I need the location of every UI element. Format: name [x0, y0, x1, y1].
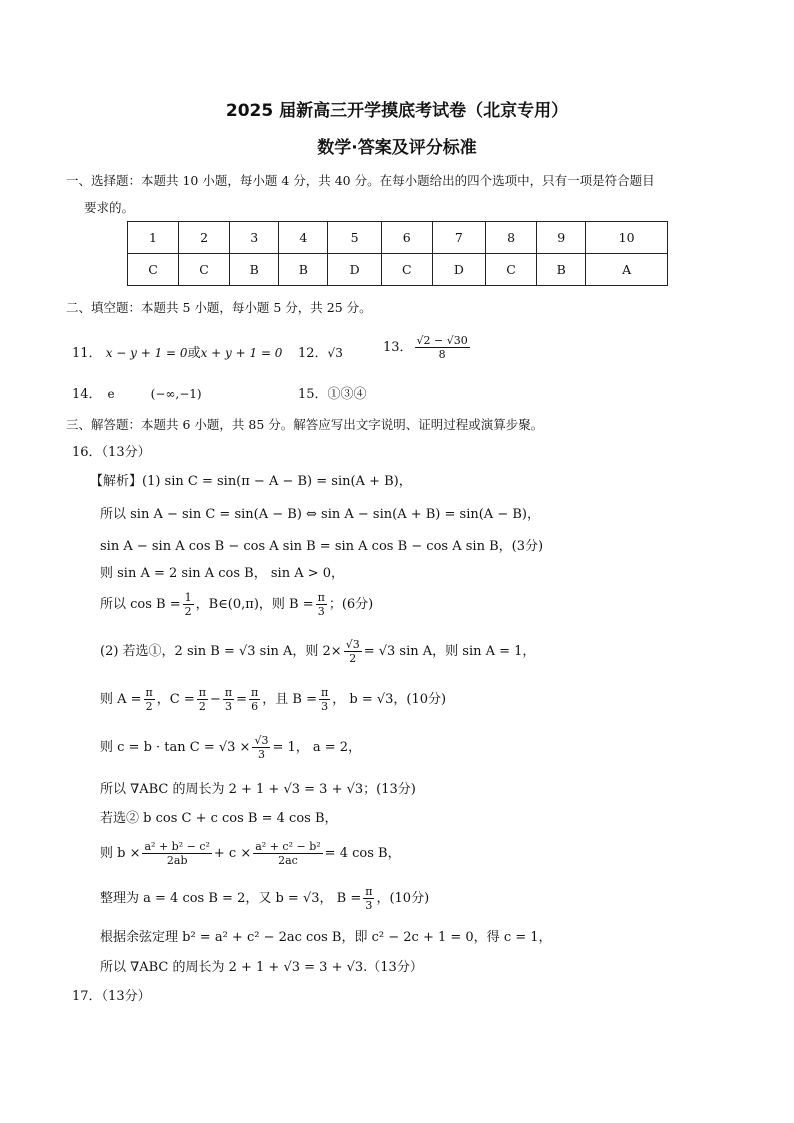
q16-l7-eq: = [236, 692, 248, 707]
q14-value-a: e [107, 387, 115, 401]
table-cell: 2 [179, 222, 230, 254]
table-cell: D [328, 254, 381, 286]
q16-l8-text: 则 c = b · tan C = √3 × [100, 740, 251, 755]
table-cell: B [537, 254, 586, 286]
frac-denominator: 2 [198, 700, 206, 713]
table-row [128, 254, 668, 286]
q15-answer [298, 383, 367, 402]
answer-table [127, 221, 668, 286]
table-cell: A [586, 254, 668, 286]
q12-number: 12． [298, 346, 328, 361]
q16-l7-text: 则 A = [100, 692, 142, 707]
frac-numerator: π [145, 686, 153, 699]
table-cell: 7 [432, 222, 485, 254]
table-cell: 9 [537, 222, 586, 254]
frac-numerator: a² + c² − b² [255, 840, 321, 853]
q16-line13: 根据余弦定理 b² = a² + c² − 2ac cos B，即 c² − 2c + 1 = 0，得 c = 1， [100, 930, 552, 945]
q12-answer [298, 342, 343, 361]
frac-denominator: 2 [184, 605, 192, 618]
frac-numerator: √3 [345, 638, 360, 651]
q16-l5-text: 所以 cos B = [100, 597, 181, 612]
q11-eq2: x + y + 1 = 0 [200, 346, 283, 360]
table-cell: 6 [381, 222, 432, 254]
q14-answer [72, 383, 202, 402]
frac-numerator: π [317, 591, 325, 604]
frac-denominator: 3 [365, 899, 373, 912]
table-cell: 4 [279, 222, 328, 254]
frac-numerator: √3 [254, 734, 269, 747]
frac-denominator: 2 [145, 700, 153, 713]
q16-l7-text4: ， b = √3，(10分) [332, 692, 447, 707]
q16-line10: 若选② b cos C + c cos B = 4 cos B， [100, 811, 338, 826]
q14-number: 14． [72, 387, 102, 402]
q11-number: 11． [72, 346, 102, 361]
frac-numerator: 1 [184, 591, 192, 604]
table-cell: 10 [586, 222, 668, 254]
q16-l6-text: (2) 若选①，2 sin B = √3 sin A，则 2× [100, 644, 342, 659]
q12-value: √3 [327, 346, 343, 360]
frac-denominator: 3 [317, 605, 325, 618]
q13-numerator: √2 − √30 [416, 334, 468, 347]
section1-line2: 要求的。 [84, 200, 135, 215]
q16-l12-text2: ，(10分) [376, 891, 430, 906]
q16-l7-text2: ，C = [156, 692, 195, 707]
q16-l5-text3: ；(6分) [328, 597, 374, 612]
q16-l11-text3: = 4 cos B， [324, 846, 401, 861]
section2-heading: 二、填空题：本题共 5 小题，每小题 5 分，共 25 分。 [66, 300, 372, 315]
q16-l5-text2: ，B∈(0,π)，则 B = [195, 597, 314, 612]
section3-heading: 三、解答题：本题共 6 小题，共 85 分。解答应写出文字说明、证明过程或演算步聚。 [66, 417, 544, 432]
page-subtitle: 数学·答案及评分标准 [317, 138, 477, 158]
frac-denominator: 2ac [278, 854, 298, 867]
q16-line14: 所以 ∇ABC 的周长为 2 + 1 + √3 = 3 + √3.（13分） [100, 960, 423, 975]
q16-l7-text3: ，且 B = [262, 692, 317, 707]
q16-line7 [100, 686, 446, 713]
table-cell: C [381, 254, 432, 286]
section1-line1: 一、选择题：本题共 10 小题，每小题 4 分，共 40 分。在每小题给出的四个选项中，只有一项是符合题目 [66, 173, 655, 188]
frac-numerator: π [365, 885, 373, 898]
q13-number: 13． [383, 340, 413, 355]
table-cell: 5 [328, 222, 381, 254]
frac-denominator: 2ab [166, 854, 188, 867]
q11-or: 或 [187, 346, 201, 361]
q17-heading: 17．（13分） [72, 989, 151, 1004]
frac-numerator: π [198, 686, 206, 699]
frac-numerator: π [321, 686, 329, 699]
table-cell: 3 [230, 222, 279, 254]
q16-l7-minus: − [210, 692, 221, 707]
q16-l12-text: 整理为 a = 4 cos B = 2，又 b = √3， B = [100, 891, 362, 906]
q16-line11 [100, 840, 401, 867]
frac-denominator: 3 [225, 700, 233, 713]
q16-line6 [100, 638, 535, 665]
frac-numerator: π [224, 686, 233, 699]
q13-denominator: 8 [438, 348, 446, 361]
q16-line12 [100, 885, 429, 912]
table-cell: C [179, 254, 230, 286]
q11-answer [72, 342, 282, 361]
q16-l11-text: 则 b × [100, 846, 141, 861]
q16-l6-text2: = √3 sin A，则 sin A = 1， [363, 644, 536, 659]
table-cell: C [486, 254, 537, 286]
frac-denominator: 3 [257, 748, 265, 761]
q14-value-b: (−∞,−1) [150, 387, 202, 401]
q15-number: 15． [298, 387, 328, 402]
q16-line1: 【解析】(1) sin C = sin(π − A − B) = sin(A + B)， [90, 474, 412, 489]
q16-l11-text2: + c × [213, 846, 252, 861]
q11-eq1: x − y + 1 = 0 [105, 346, 188, 360]
table-cell: B [279, 254, 328, 286]
frac-denominator: 2 [349, 652, 357, 665]
frac-denominator: 6 [251, 700, 259, 713]
q16-l8-text2: = 1， a = 2， [272, 740, 362, 755]
frac-denominator: 3 [321, 700, 329, 713]
q16-heading: 16．（13分） [72, 445, 151, 460]
q16-line2: 所以 sin A − sin C = sin(A − B) ⇔ sin A − sin(A + B) = sin(A − B)， [100, 507, 540, 522]
q13-answer [383, 334, 472, 361]
q16-line9: 所以 ∇ABC 的周长为 2 + 1 + √3 = 3 + √3；(13分) [100, 782, 416, 797]
table-cell: C [128, 254, 179, 286]
table-cell: 1 [128, 222, 179, 254]
q16-line5 [100, 591, 373, 618]
q16-line4: 则 sin A = 2 sin A cos B， sin A > 0， [100, 566, 345, 581]
table-row [128, 222, 668, 254]
table-cell: B [230, 254, 279, 286]
q16-line3: sin A − sin A cos B − cos A sin B = sin A cos B − cos A sin B，(3分) [100, 539, 544, 554]
frac-numerator: a² + b² − c² [144, 840, 210, 853]
q16-line8 [100, 734, 361, 761]
table-cell: 8 [486, 222, 537, 254]
page-title: 2025 届新高三开学摸底考试卷（北京专用） [225, 101, 569, 121]
frac-numerator: π [251, 686, 259, 699]
q15-value: ①③④ [327, 387, 367, 402]
table-cell: D [432, 254, 485, 286]
